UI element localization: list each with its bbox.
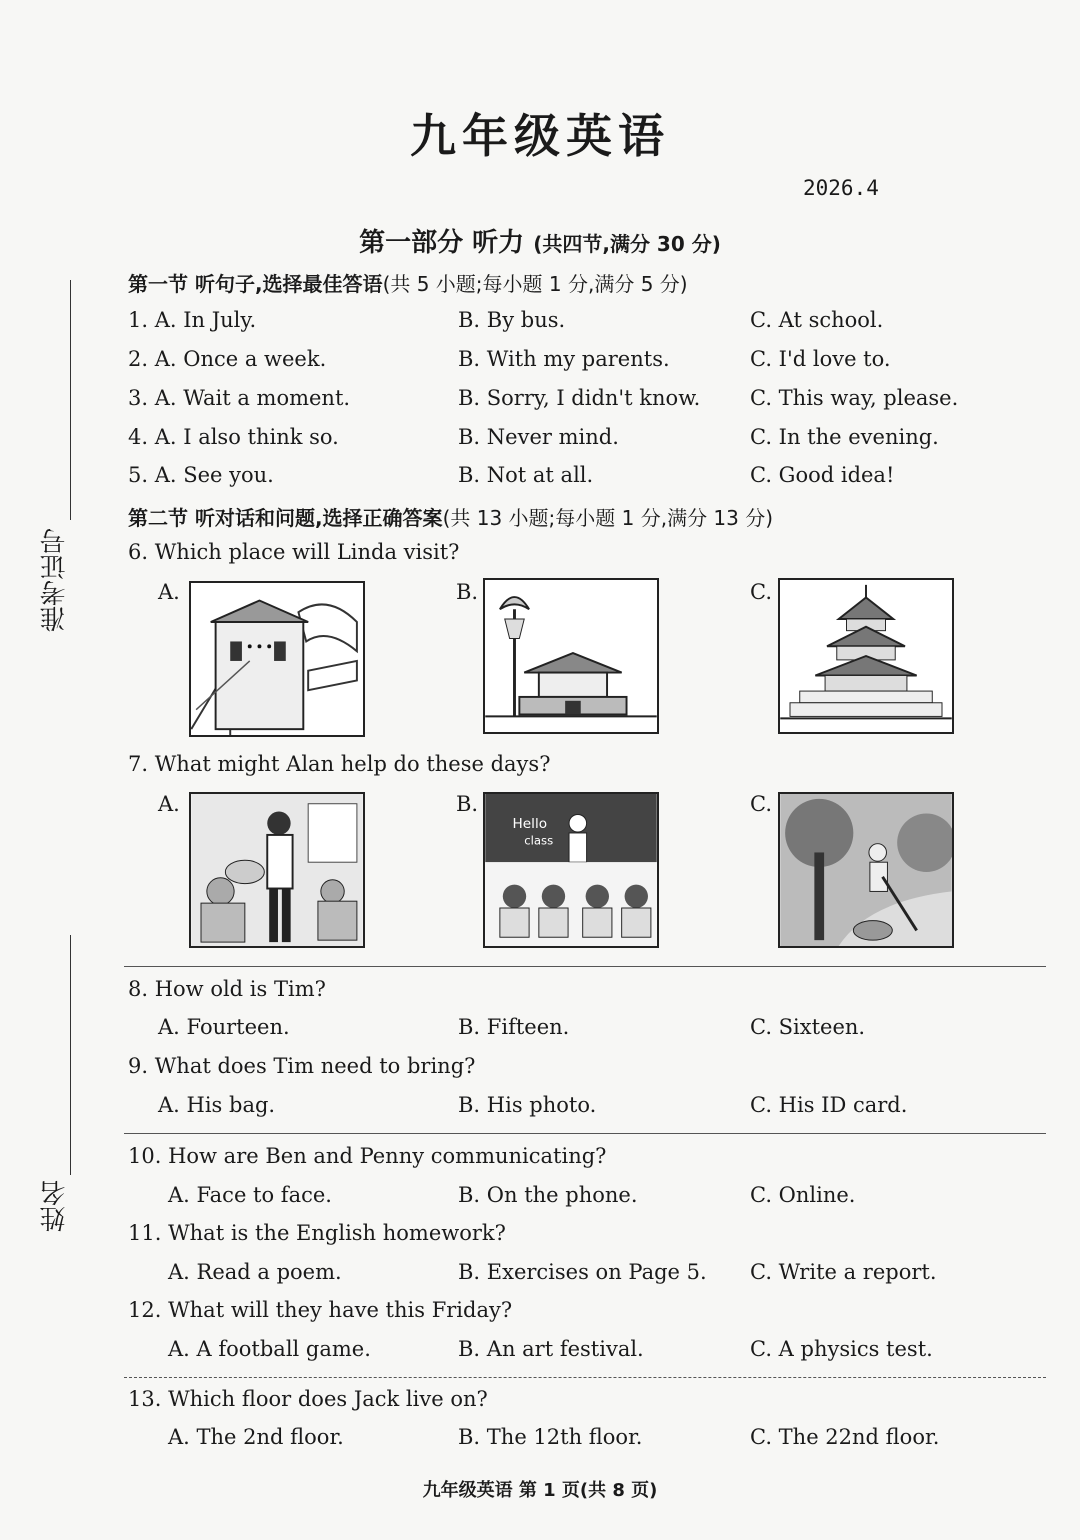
q11-option-a: A. Read a poem. <box>168 1260 342 1284</box>
serving-elderly-icon[interactable] <box>189 792 365 948</box>
s1-q3-b: B. Sorry, I didn't know. <box>458 386 701 410</box>
q13-option-b: B. The 12th floor. <box>458 1425 643 1449</box>
q11-question: 11. What is the English homework? <box>128 1221 506 1245</box>
divider-2 <box>124 1133 1046 1134</box>
q13-option-a: A. The 2nd floor. <box>168 1425 344 1449</box>
s1-q4-c: C. In the evening. <box>750 425 939 449</box>
s1-q2-c: C. I'd love to. <box>750 347 891 371</box>
q8-option-c: C. Sixteen. <box>750 1015 866 1039</box>
section-1-title: 第一节 听句子,选择最佳答语 <box>128 272 383 296</box>
q6-question: 6. Which place will Linda visit? <box>128 540 460 564</box>
name-line <box>70 935 71 1175</box>
s1-q4-b: B. Never mind. <box>458 425 619 449</box>
part-note: (共四节,满分 30 分) <box>533 232 721 256</box>
s1-q4-a: 4. A. I also think so. <box>128 425 339 449</box>
part-title-text: 第一部分 听力 <box>359 228 525 258</box>
name-label: 姓名 <box>40 1180 70 1232</box>
q9-option-b: B. His photo. <box>458 1093 597 1117</box>
q6-label-a: A. <box>158 580 180 604</box>
q10-question: 10. How are Ben and Penny communicating? <box>128 1144 607 1168</box>
q10-option-b: B. On the phone. <box>458 1183 638 1207</box>
q9-question: 9. What does Tim need to bring? <box>128 1054 476 1078</box>
cleaning-park-icon[interactable] <box>778 792 954 948</box>
q7-label-c: C. <box>750 792 772 816</box>
section-1-note: (共 5 小题;每小题 1 分,满分 5 分) <box>382 272 688 296</box>
q8-option-b: B. Fifteen. <box>458 1015 570 1039</box>
teaching-class-icon[interactable] <box>483 792 659 948</box>
s1-q2-b: B. With my parents. <box>458 347 670 371</box>
exam-date: 2026.4 <box>803 176 879 200</box>
s1-q3-c: C. This way, please. <box>750 386 959 410</box>
tiananmen-icon[interactable] <box>483 578 659 734</box>
q12-question: 12. What will they have this Friday? <box>128 1298 513 1322</box>
q9-option-c: C. His ID card. <box>750 1093 908 1117</box>
q8-question: 8. How old is Tim? <box>128 977 326 1001</box>
great-wall-icon[interactable] <box>189 581 365 737</box>
section-2-heading <box>128 502 773 531</box>
s1-q5-b: B. Not at all. <box>458 463 594 487</box>
q12-option-b: B. An art festival. <box>458 1337 644 1361</box>
section-2-note: (共 13 小题;每小题 1 分,满分 13 分) <box>442 506 774 530</box>
part-title <box>0 222 1080 259</box>
s1-q2-a: 2. A. Once a week. <box>128 347 327 371</box>
q12-option-a: A. A football game. <box>168 1337 371 1361</box>
divider-1 <box>124 966 1046 967</box>
s1-q1-c: C. At school. <box>750 308 884 332</box>
section-1-heading <box>128 268 688 297</box>
q6-label-b: B. <box>456 580 479 604</box>
q10-option-c: C. Online. <box>750 1183 856 1207</box>
q6-label-c: C. <box>750 580 772 604</box>
q7-question: 7. What might Alan help do these days? <box>128 752 551 776</box>
q7-label-b: B. <box>456 792 479 816</box>
s1-q3-a: 3. A. Wait a moment. <box>128 386 351 410</box>
q13-option-c: C. The 22nd floor. <box>750 1425 940 1449</box>
q13-question: 13. Which floor does Jack live on? <box>128 1387 488 1411</box>
q11-option-c: C. Write a report. <box>750 1260 937 1284</box>
q12-option-c: C. A physics test. <box>750 1337 933 1361</box>
page-footer: 九年级英语 第 1 页(共 8 页) <box>422 1480 658 1501</box>
q8-option-a: A. Fourteen. <box>158 1015 290 1039</box>
divider-3 <box>124 1377 1046 1378</box>
s1-q5-a: 5. A. See you. <box>128 463 274 487</box>
svg-text:class: class <box>524 833 554 848</box>
q9-option-a: A. His bag. <box>158 1093 276 1117</box>
page-title: 九年级英语 <box>410 109 670 163</box>
temple-of-heaven-icon[interactable] <box>778 578 954 734</box>
exam-id-label: 准考证号 <box>40 528 70 632</box>
s1-q5-c: C. Good idea! <box>750 463 895 487</box>
q10-option-a: A. Face to face. <box>168 1183 332 1207</box>
q7-label-a: A. <box>158 792 180 816</box>
section-2-title: 第二节 听对话和问题,选择正确答案 <box>128 506 443 530</box>
s1-q1-a: 1. A. In July. <box>128 308 257 332</box>
svg-text:Hello: Hello <box>512 816 548 833</box>
s1-q1-b: B. By bus. <box>458 308 566 332</box>
exam-id-line <box>70 280 71 520</box>
q11-option-b: B. Exercises on Page 5. <box>458 1260 707 1284</box>
